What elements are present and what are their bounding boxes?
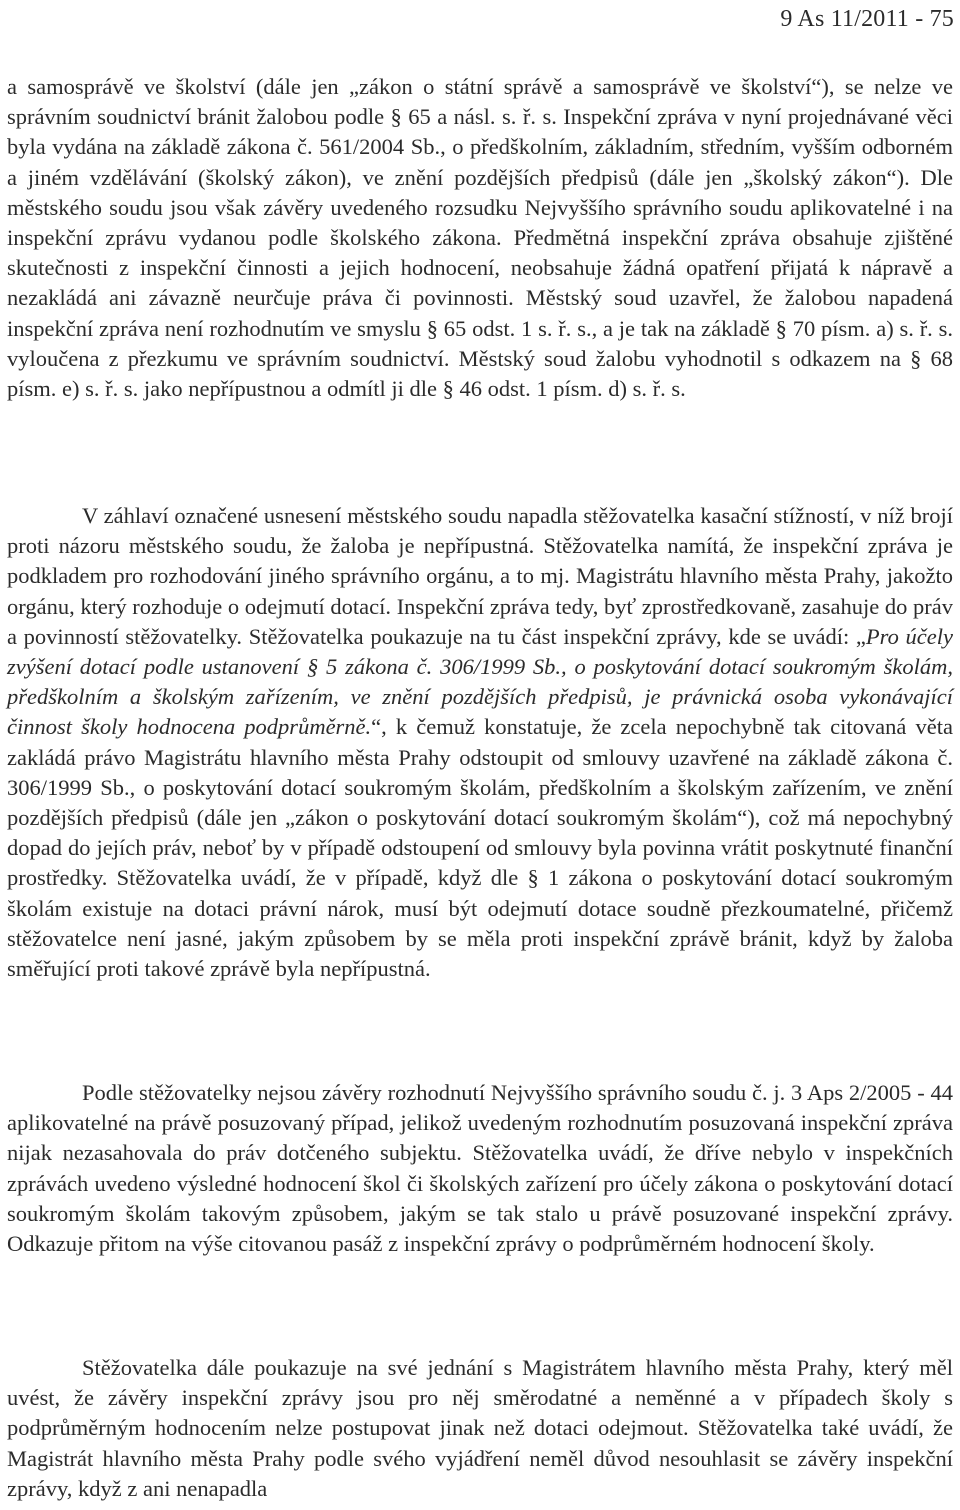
paragraph-2-text-b: “, k čemuž konstatuje, že zcela nepochybně tak citovaná věta zakládá právo Magistrátu hlavního města Prahy odstoupit od smlouvy uzavřené na základě zákona č. 306/1999 Sb., o poskytování dotací soukromým školám, předškolním a školským zařízením, ve znění pozdějších předpisů (dále jen „zákon o poskytování dotací soukromým školám“), což má nepochybný dopad do jejích práv, neboť by v případě odstoupení od smlouvy byla povinna vrátit poskytnuté finanční prostředky. Stěžovatelka uvádí, že v případě, když dle § 1 zákona o poskytování dotací soukromým školám existuje na dotaci právní nárok, musí být odejmutí dotace soudně přezkoumatelné, přičemž stěžovatelce není jasné, jakým způsobem by se měla proti inspekční zprávě bránit, když by žaloba směřující proti takové zprávě byla nepřípustná. [7, 714, 953, 982]
paragraph-4 [7, 1353, 953, 1504]
paragraph-2-text-a: V záhlaví označené usnesení městského soudu napadla stěžovatelka kasační stížností, v níž brojí proti názoru městského soudu, že žaloba je nepřípustná. Stěžovatelka namítá, že inspekční zpráva je podkladem pro rozhodování jiného správního orgánu, a to mj. Magistrátu hlavního města Prahy, jakožto orgánu, který rozhoduje o odejmutí dotací. Inspekční zpráva tedy, byť zprostředkovaně, zasahuje do práv a povinností stěžovatelky. Stěžovatelka poukazuje na tu část inspekční zprávy, kde se uvádí: „ [7, 503, 953, 649]
page-number: 9 As 11/2011 - 75 [780, 6, 954, 32]
paragraph-4-text: Stěžovatelka dále poukazuje na své jednání s Magistrátem hlavního města Prahy, který měl uvést, že závěry inspekční zprávy jsou pro něj směrodatné a neměnné a v případech školy s podprůměrným hodnocením nelze postupovat jinak než dotaci odejmout. Stěžovatelka také uvádí, že Magistrát hlavního města Prahy podle svého vyjádření neměl důvod nesouhlasit se závěry inspekční zprávy, když z ani nenapadla [7, 1355, 953, 1501]
paragraph-2 [7, 501, 953, 984]
paragraph-1-text: a samosprávě ve školství (dále jen „zákon o státní správě a samosprávě ve školství“), se nelze ve správním soudnictví bránit žalobou podle § 65 a násl. s. ř. s. Inspekční zpráva v nyní projednávané věci byla vydána na základě zákona č. 561/2004 Sb., o předškolním, základním, středním, vyšším odborném a jiném vzdělávání (školský zákon), ve znění pozdějších předpisů (dále jen „školský zákon“). Dle městského soudu jsou však závěry uvedeného rozsudku Nejvyššího správního soudu aplikovatelné i na inspekční zprávu vydanou podle školského zákona. Předmětná inspekční zpráva obsahuje zjištěné skutečnosti z inspekční činnosti a jejich hodnocení, neobsahuje žádná opatření přijatá k nápravě a nezakládá ani závazně neurčuje práva či povinnosti. Městský soud uzavřel, že žalobou napadená inspekční zpráva není rozhodnutím ve smyslu § 65 odst. 1 s. ř. s., a je tak na základě § 70 písm. a) s. ř. s. vyloučena z přezkumu ve správním soudnictví. Městský soud žalobu vyhodnotil s odkazem na § 68 písm. e) s. ř. s. jako nepřípustnou a odmítl ji dle § 46 odst. 1 písm. d) s. ř. s. [7, 74, 953, 402]
paragraph-2-quote: Pro účely zvýšení dotací podle ustanovení § 5 zákona č. 306/1999 Sb., o poskytování dotací soukromým školám, předškolním a školským zařízením, ve znění pozdějších předpisů, je právnická osoba vykonávající činnost školy hodnocena podprůměrně. [7, 623, 953, 740]
paragraph-3-text: Podle stěžovatelky nejsou závěry rozhodnutí Nejvyššího správního soudu č. j. 3 Aps 2/2005 - 44 aplikovatelné na právě posuzovaný případ, jelikož uvedeným rozhodnutím posuzovaná inspekční zpráva nijak nezasahovala do práv dotčeného subjektu. Stěžovatelka uvádí, že dříve nebylo v inspekčních zprávách uvedeno výsledné hodnocení škol či školských zařízení pro účely zákona o poskytování dotací soukromým školám takovým způsobem, jakým se tak stalo u právě posuzované inspekční zprávy. Odkazuje přitom na výše citovanou pasáž z inspekční zprávy o podprůměrném hodnocení školy. [7, 1080, 953, 1257]
paragraph-1 [7, 72, 953, 404]
paragraph-3 [7, 1078, 953, 1259]
